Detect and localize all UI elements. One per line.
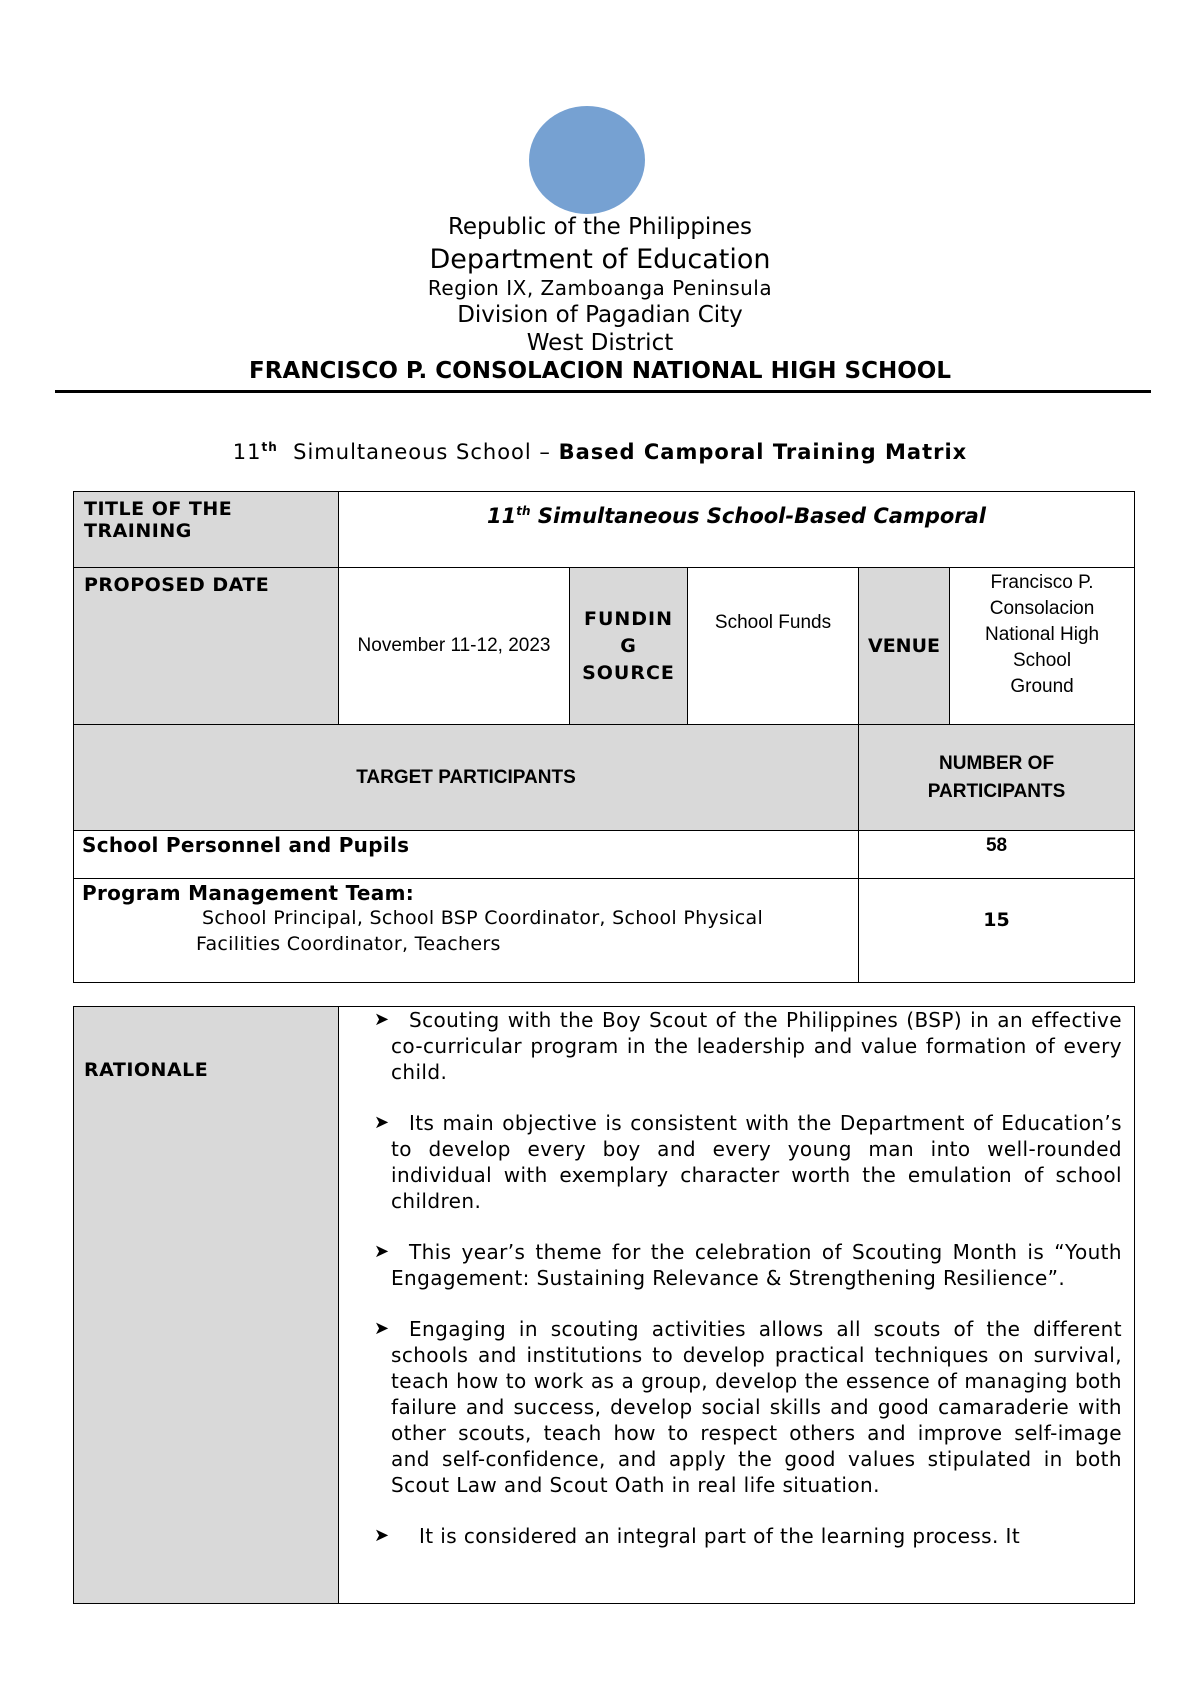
rationale-bullet-text: Engaging in scouting activities allows all scouts of the different schools and institutions to develop practical techniques on survival, teach how to work as a group, develop the essence of managing both failure and success, develop social skills and good camaraderie with other scouts, teach how to respect others and improve self-image and self-confidence, and apply the good values stipulated in both Scout Law and Scout Oath in real life situation. bbox=[391, 1317, 1122, 1497]
program-team-count: 15 bbox=[859, 879, 1135, 983]
funding-label-line: FUNDIN bbox=[583, 607, 674, 630]
rationale-bullet bbox=[374, 1316, 1122, 1498]
venue-line: Ground bbox=[1010, 676, 1074, 697]
rationale-bullet-text: Its main objective is consistent with the Department of Education’s to develop every boy and every young man into well-rounded individual with exemplary character worth the emulation of school children. bbox=[391, 1111, 1122, 1213]
title-of-training-label: TITLE OF THE TRAINING bbox=[74, 492, 339, 568]
title-ordinal: 11 bbox=[232, 440, 262, 464]
title-ordinal-suffix: th bbox=[261, 440, 278, 454]
rationale-bullet bbox=[374, 1239, 1122, 1291]
program-team-detail: School Principal, School BSP Coordinator, School Physical bbox=[202, 907, 764, 929]
program-team-row bbox=[74, 879, 859, 983]
venue-line: National High bbox=[984, 624, 1100, 645]
header-department: Department of Education bbox=[429, 244, 771, 275]
rationale-bullet bbox=[374, 1007, 1122, 1085]
venue-line: Consolacion bbox=[989, 598, 1095, 619]
number-label-line: NUMBER OF bbox=[939, 752, 1055, 774]
title-text-prefix: Simultaneous School – bbox=[293, 440, 559, 464]
header-republic: Republic of the Philippines bbox=[447, 214, 753, 240]
training-title-text: Simultaneous School-Based Camporal bbox=[537, 504, 987, 528]
header-region: Region IX, Zamboanga Peninsula bbox=[427, 276, 773, 300]
funding-label-line: SOURCE bbox=[582, 661, 675, 684]
rationale-bullet-text: It is considered an integral part of the learning process. It bbox=[419, 1524, 1021, 1548]
rationale-bullet-text: This year’s theme for the celebration of Scouting Month is “Youth Engagement: Sustaining Relevance & Strengthening Resilience”. bbox=[391, 1240, 1122, 1290]
deped-seal-logo bbox=[529, 106, 645, 214]
program-team-detail: Facilities Coordinator, Teachers bbox=[196, 933, 501, 955]
document-title bbox=[0, 440, 1200, 464]
proposed-date-label: PROPOSED DATE bbox=[74, 568, 339, 725]
venue-line: School bbox=[1012, 650, 1072, 671]
training-matrix-table bbox=[73, 491, 1135, 983]
venue-line: Francisco P. bbox=[990, 572, 1094, 593]
arrow-bullet-icon: ➤ bbox=[374, 1112, 390, 1133]
target-participants-label: TARGET PARTICIPANTS bbox=[74, 725, 859, 831]
arrow-bullet-icon: ➤ bbox=[374, 1241, 390, 1262]
rationale-table bbox=[73, 1006, 1135, 1604]
participant-row-label: School Personnel and Pupils bbox=[74, 831, 859, 879]
header-division: Division of Pagadian City bbox=[457, 302, 743, 328]
header-district: West District bbox=[526, 330, 674, 356]
header-school-name: FRANCISCO P. CONSOLACION NATIONAL HIGH SCHOOL bbox=[249, 358, 951, 384]
participant-row-count: 58 bbox=[859, 831, 1135, 879]
title-of-training-value bbox=[339, 492, 1135, 568]
training-title-suffix: th bbox=[516, 504, 531, 518]
arrow-bullet-icon: ➤ bbox=[374, 1009, 390, 1030]
rationale-content bbox=[339, 1007, 1135, 1604]
arrow-bullet-icon: ➤ bbox=[374, 1318, 390, 1339]
funding-label-line: G bbox=[620, 634, 637, 657]
title-text-bold: Based Camporal Training Matrix bbox=[558, 440, 968, 464]
rationale-bullet bbox=[374, 1110, 1122, 1214]
venue-label: VENUE bbox=[859, 568, 950, 725]
training-title-num: 11 bbox=[487, 504, 517, 528]
proposed-date-value: November 11-12, 2023 bbox=[339, 568, 570, 725]
rationale-bullet bbox=[374, 1523, 1122, 1549]
arrow-bullet-icon: ➤ bbox=[374, 1525, 390, 1546]
venue-value bbox=[950, 568, 1135, 725]
program-team-label: Program Management Team: bbox=[82, 881, 415, 905]
header-divider bbox=[55, 390, 1151, 393]
number-of-participants-label bbox=[859, 725, 1135, 831]
rationale-label: RATIONALE bbox=[74, 1007, 339, 1604]
number-label-line: PARTICIPANTS bbox=[927, 780, 1066, 802]
funding-source-value: School Funds bbox=[688, 568, 859, 725]
funding-source-label bbox=[570, 568, 688, 725]
rationale-bullet-text: Scouting with the Boy Scout of the Philippines (BSP) in an effective co-curricular program in the leadership and value formation of every child. bbox=[391, 1008, 1122, 1084]
